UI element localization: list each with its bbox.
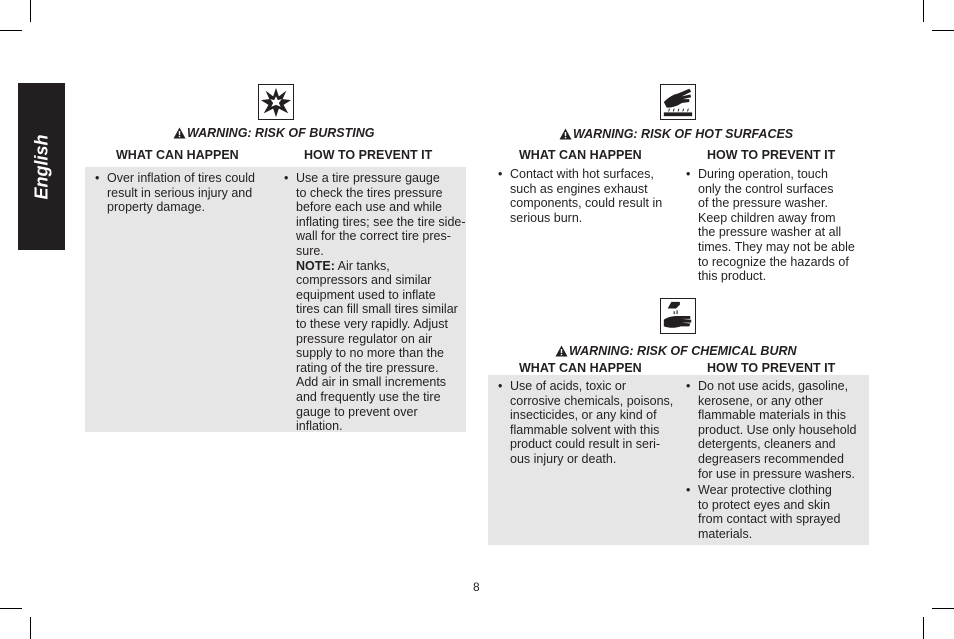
what-can-happen-header: WHAT CAN HAPPEN xyxy=(116,148,239,162)
crop-mark xyxy=(30,617,31,639)
what-can-happen-header: WHAT CAN HAPPEN xyxy=(519,148,642,162)
note-line: NOTE: Air tanks, xyxy=(296,258,390,273)
explosion-icon xyxy=(258,84,294,120)
warning-title-chemical-burn xyxy=(555,344,797,358)
page-number: 8 xyxy=(473,580,480,594)
warning-title-hot-surfaces xyxy=(559,127,793,141)
crop-mark xyxy=(0,608,22,609)
hot-surface-hand-icon xyxy=(660,84,696,120)
list-item: • Over inflation of tires could result in serious injury and property damage. xyxy=(95,171,275,215)
how-to-prevent-hot-surfaces xyxy=(686,167,866,284)
how-to-prevent-header: HOW TO PREVENT IT xyxy=(707,361,836,375)
chemical-burn-hand-icon xyxy=(660,298,696,334)
warning-triangle-icon xyxy=(173,127,186,139)
how-to-prevent-header: HOW TO PREVENT IT xyxy=(304,148,433,162)
list-item: • Wear protective clothing to protect eyes and skin from contact with sprayed materials. xyxy=(686,483,868,541)
crop-mark xyxy=(30,0,31,22)
crop-mark xyxy=(0,30,22,31)
what-can-happen-header: WHAT CAN HAPPEN xyxy=(519,361,642,375)
list-item: • Do not use acids, gasoline, kerosene, or any other flammable materials in this product. Use only household detergents, cleaners and degreasers recommended for use in pressure washers. xyxy=(686,379,868,481)
crop-mark xyxy=(923,617,924,639)
what-can-happen-hot-surfaces xyxy=(498,167,678,225)
list-item: • Use a tire pressure gauge to check the tires pressure before each use and while inflating tires; see the tire side- wall for the correct tire pres- sure. NOTE: Air tanks, compressors and similar equipment used to inflate tires can fill small tires similar to these very rapidly. Adjust pressure regulator on air supply to no more than the rating of the tire pressure. Add air in small increments and frequently use the tire gauge to prevent over inflation. xyxy=(284,171,466,434)
list-item: • During operation, touch only the control surfaces of the pressure washer. Keep children away from the pressure washer at all times. They may not be able to recognize the hazards of this product. xyxy=(686,167,866,284)
what-can-happen-bursting xyxy=(95,171,275,215)
language-tab xyxy=(18,83,65,250)
warning-title-text: WARNING: RISK OF HOT SURFACES xyxy=(573,127,794,141)
warning-title-text: WARNING: RISK OF CHEMICAL BURN xyxy=(569,344,797,358)
how-to-prevent-chemical-burn xyxy=(686,379,868,542)
how-to-prevent-header: HOW TO PREVENT IT xyxy=(707,148,836,162)
warning-triangle-icon xyxy=(559,128,572,140)
warning-title-bursting xyxy=(173,126,375,140)
crop-mark xyxy=(923,0,924,22)
crop-mark xyxy=(932,30,954,31)
list-item: • Contact with hot surfaces, such as engines exhaust components, could result in serious burn. xyxy=(498,167,678,225)
crop-mark xyxy=(932,608,954,609)
how-to-prevent-bursting xyxy=(284,171,466,434)
language-tab-label: English xyxy=(31,133,51,200)
list-item: • Use of acids, toxic or corrosive chemicals, poisons, insecticides, or any kind of flammable solvent with this product could result in seri- ous injury or death. xyxy=(498,379,678,467)
warning-triangle-icon xyxy=(555,345,568,357)
note-label: NOTE: xyxy=(296,258,335,273)
what-can-happen-chemical-burn xyxy=(498,379,678,467)
warning-title-text: WARNING: RISK OF BURSTING xyxy=(187,126,375,140)
